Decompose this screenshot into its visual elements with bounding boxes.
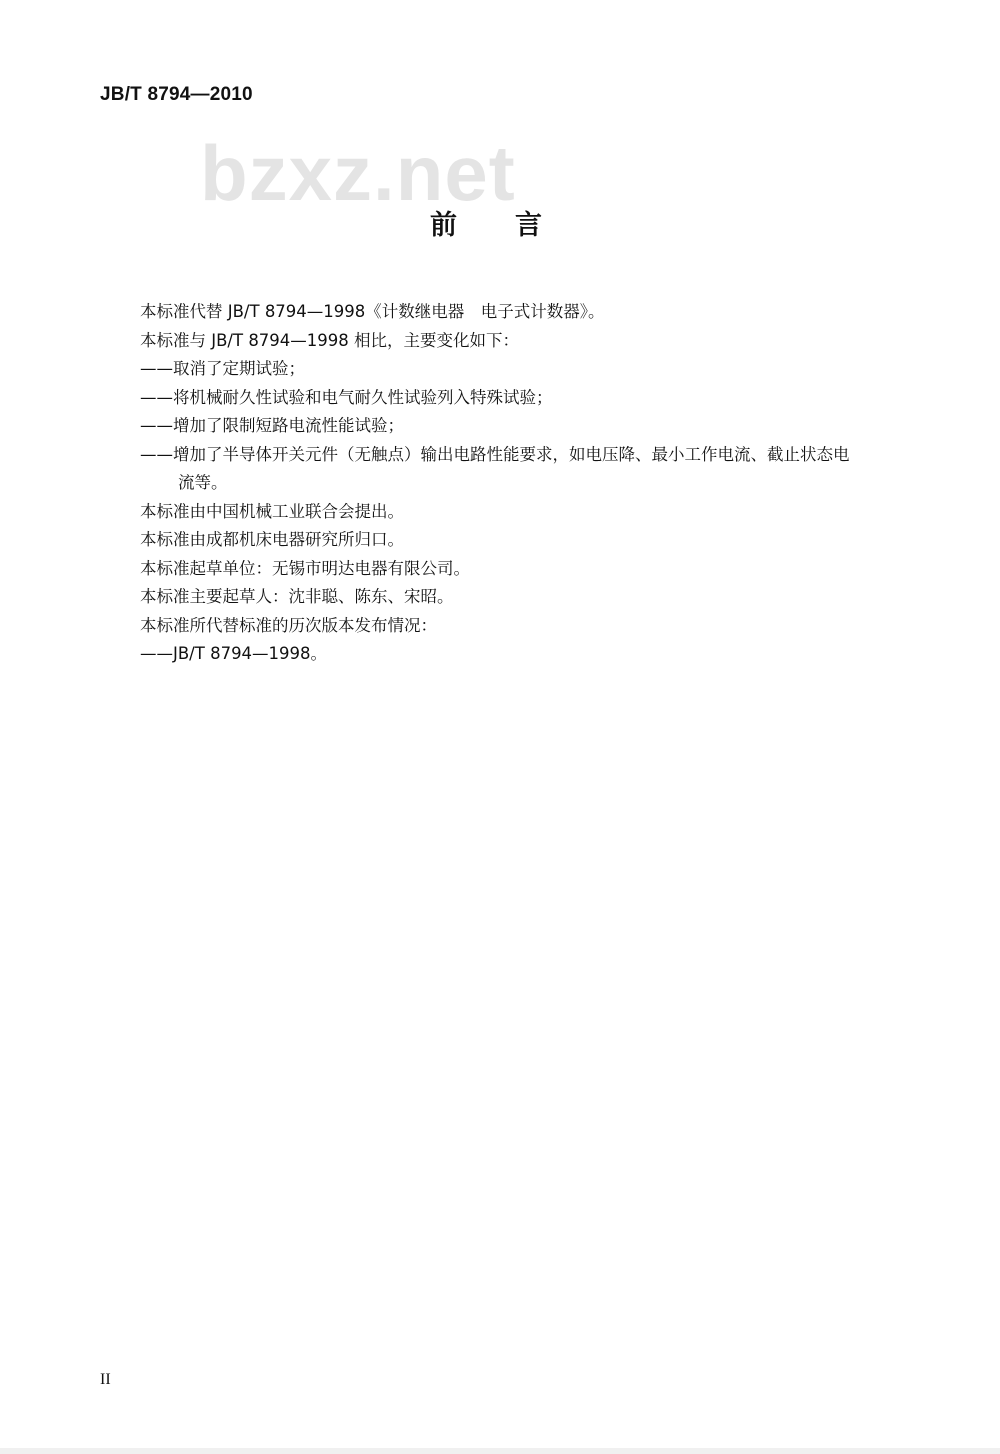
watermark: bzxz.net [200,129,516,217]
foreword-body [140,298,940,669]
standard-code: JB/T 8794—2010 [100,84,253,105]
foreword-line: 本标准由中国机械工业联合会提出。 [140,501,404,521]
change-item: ——取消了定期试验； [140,359,305,378]
page-bottom-edge [0,1448,1000,1454]
foreword-line: 本标准与 JB/T 8794—1998 相比，主要变化如下： [140,330,520,350]
change-item-continuation: 流等。 [178,473,228,492]
foreword-line: 本标准主要起草人：沈非聪、陈东、宋昭。 [140,587,454,606]
page-title: 前言 [430,210,600,241]
page-number: II [100,1371,111,1388]
foreword-line: 本标准由成都机床电器研究所归口。 [140,530,404,549]
history-item: ——JB/T 8794—1998。 [140,644,328,663]
change-item: ——增加了半导体开关元件（无触点）输出电路性能要求，如电压降、最小工作电流、截止状态电 [140,444,850,464]
foreword-line: 本标准所代替标准的历次版本发布情况： [140,615,437,635]
foreword-line: 本标准起草单位：无锡市明达电器有限公司。 [140,558,470,578]
change-item: ——将机械耐久性试验和电气耐久性试验列入特殊试验； [140,387,553,407]
change-item: ——增加了限制短路电流性能试验； [140,416,404,435]
foreword-line: 本标准代替 JB/T 8794—1998《计数继电器 电子式计数器》。 [140,302,605,321]
